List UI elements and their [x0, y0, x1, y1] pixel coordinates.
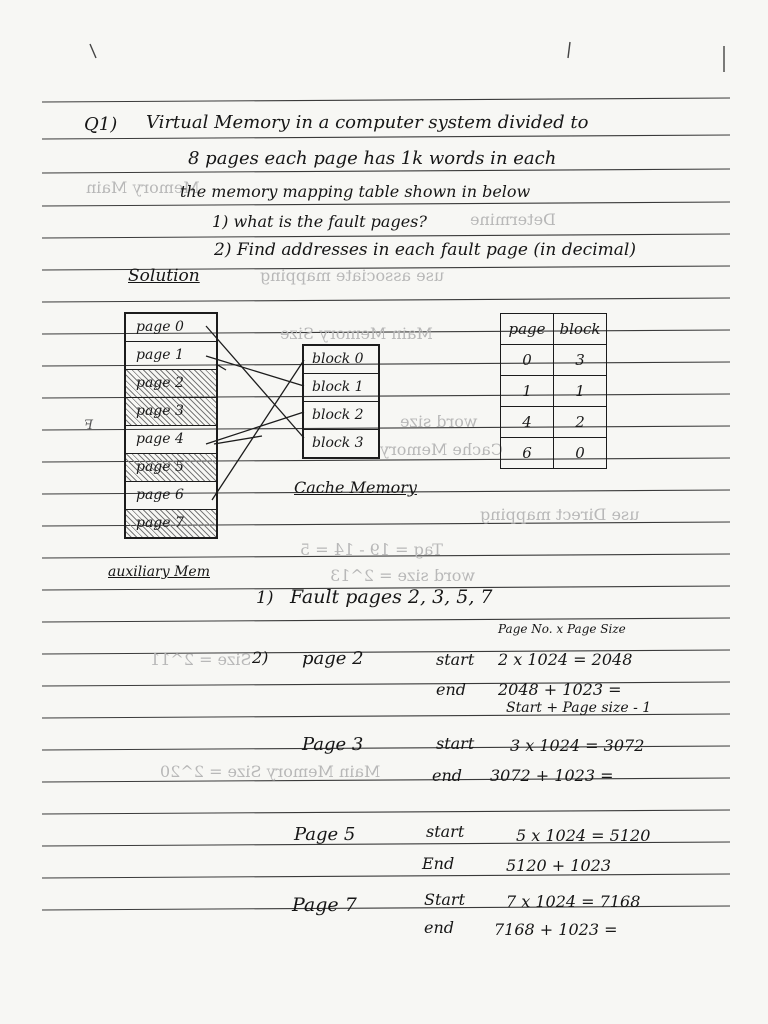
bleed-through-text: Size = 2^11: [150, 650, 252, 669]
computation-page-3: Page 3: [302, 734, 364, 755]
computation-page-2: page 2: [302, 648, 364, 669]
computation-end-expr: 3072 + 1023 =: [490, 766, 614, 785]
bleed-through-text: Main Memory Size: [280, 324, 433, 343]
table-row: [501, 438, 607, 469]
block-cell-3: block 3: [312, 435, 364, 451]
computation-start-expr: 3 x 1024 = 3072: [510, 736, 645, 755]
auxiliary-memory-label: auxiliary Mem: [108, 564, 210, 580]
computation-start-label: Start: [424, 890, 466, 909]
page-cell-0: [126, 314, 216, 342]
solution-label: Solution: [128, 266, 200, 286]
block-cell-2: block 2: [304, 402, 378, 430]
block-cell-0: block 0: [304, 346, 378, 374]
computation-end-label: End: [422, 854, 455, 873]
computation-page-5: Page 5: [294, 824, 356, 845]
bleed-through-text: Cache Memory: [380, 440, 503, 459]
computation-end-label: end: [432, 766, 463, 785]
question-line-1: Virtual Memory in a computer system divided to: [146, 112, 589, 133]
computation-start-expr: 5 x 1024 = 5120: [516, 826, 651, 845]
bleed-through-text: Main Memory Size = 2^20: [160, 762, 381, 781]
bleed-through-text: word size: [400, 412, 478, 431]
page-cell-6: [126, 482, 216, 510]
question-item-1: 1) what is the fault pages?: [212, 212, 427, 231]
question-line-2: 8 pages each page has 1k words in each: [188, 148, 557, 169]
answer-2-label: 2): [252, 648, 269, 667]
page-label: page 5: [136, 459, 184, 475]
computation-end-expr: 2048 + 1023 =: [498, 680, 622, 699]
bleed-through-text: Tag = 19 - 14 = 5: [300, 540, 443, 559]
computation-start-label: start: [426, 822, 465, 841]
page-cell-5-fault: [126, 454, 216, 482]
end-note: Start + Page size - 1: [506, 700, 652, 716]
page-label: page 6: [136, 487, 184, 503]
table-cell: 0: [501, 345, 554, 376]
page-label: page 7: [136, 515, 184, 531]
question-number: Q1): [84, 114, 118, 135]
table-cell: 0: [554, 438, 607, 469]
page-label: page 3: [136, 403, 184, 419]
table-cell: 3: [554, 345, 607, 376]
page-cell-2-fault: [126, 370, 216, 398]
page-cell-1: [126, 342, 216, 370]
computation-start-expr: 7 x 1024 = 7168: [506, 892, 641, 911]
bleed-through-text: Memory Main: [86, 178, 200, 197]
auxiliary-memory-pages: [124, 312, 218, 539]
computation-start-expr: 2 x 1024 = 2048: [498, 650, 633, 669]
margin-mark: ꟻ: [84, 418, 94, 433]
page-label: page 1: [136, 347, 184, 363]
page-block-mapping-table: [500, 313, 607, 469]
answer-1-text: Fault pages 2, 3, 5, 7: [290, 586, 493, 608]
table-cell: 6: [501, 438, 554, 469]
computation-end-label: end: [436, 680, 467, 699]
table-cell: 2: [554, 407, 607, 438]
table-row: [501, 407, 607, 438]
table-row: [501, 345, 607, 376]
block-cell-1: block 1: [304, 374, 378, 402]
table-cell: 4: [501, 407, 554, 438]
page-cell-4: [126, 426, 216, 454]
cache-memory-blocks: [302, 344, 380, 459]
bleed-through-text: word size = 2^13: [330, 566, 476, 585]
bleed-through-text: Determine: [470, 210, 556, 229]
page-cell-7-fault: [126, 510, 216, 537]
table-cell: 1: [501, 376, 554, 407]
header-page: page: [501, 314, 554, 345]
bleed-through-text: use associate mapping: [260, 266, 445, 285]
cache-memory-label: Cache Memory: [294, 478, 417, 497]
header-block: block: [554, 314, 607, 345]
computation-start-label: start: [436, 734, 475, 753]
table-row: [501, 376, 607, 407]
page-label: page 4: [136, 431, 184, 447]
page-label: page 2: [136, 375, 184, 391]
table-cell: 1: [554, 376, 607, 407]
bleed-through-text: use Direct mapping: [480, 505, 640, 524]
computation-end-expr: 7168 + 1023 =: [494, 920, 618, 939]
answer-1-label: 1): [256, 588, 274, 608]
computation-page-7: Page 7: [292, 894, 357, 916]
formula-note: Page No. x Page Size: [498, 622, 626, 636]
table-header-row: [501, 314, 607, 345]
page-label: page 0: [136, 319, 184, 335]
question-line-3: the memory mapping table shown in below: [180, 182, 531, 201]
computation-start-label: start: [436, 650, 475, 669]
computation-end-expr: 5120 + 1023: [506, 856, 612, 875]
page-cell-3-fault: [126, 398, 216, 426]
computation-end-label: end: [424, 918, 455, 937]
question-item-2: 2) Find addresses in each fault page (in decimal): [214, 240, 636, 260]
